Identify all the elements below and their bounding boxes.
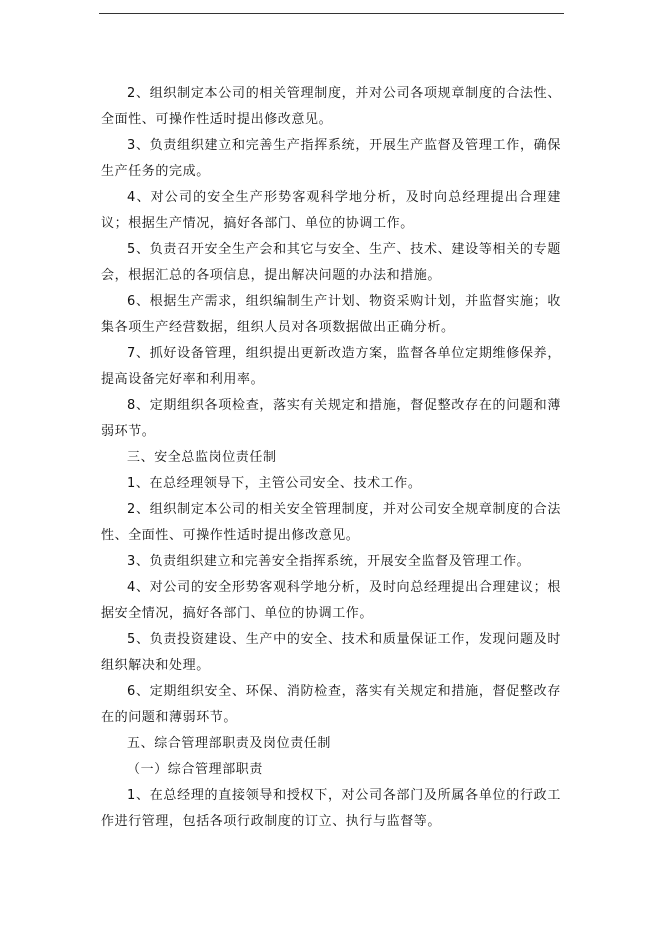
paragraph: 2、组织制定本公司的相关管理制度，并对公司各项规章制度的合法性、全面性、可操作性适时提出修改意见。 [101, 86, 561, 127]
header-rule [99, 13, 564, 14]
paragraph: 6、定期组织安全、环保、消防检查，落实有关规定和措施，督促整改存在的问题和薄弱环节。 [101, 684, 561, 725]
paragraph: 4、对公司的安全形势客观科学地分析，及时向总经理提出合理建议；根据安全情况，搞好各部门、单位的协调工作。 [101, 580, 561, 621]
paragraph: 3、负责组织建立和完善生产指挥系统，开展生产监督及管理工作，确保生产任务的完成。 [101, 138, 561, 179]
paragraph: 1、在总经理领导下，主管公司安全、技术工作。 [127, 476, 422, 491]
paragraph: 8、定期组织各项检查，落实有关规定和措施，督促整改存在的问题和薄弱环节。 [101, 398, 561, 439]
document-body [101, 81, 561, 835]
paragraph: 4、对公司的安全生产形势客观科学地分析，及时向总经理提出合理建议；根据生产情况，搞好各部门、单位的协调工作。 [101, 190, 561, 231]
paragraph: 3、负责组织建立和完善安全指挥系统，开展安全监督及管理工作。 [127, 554, 531, 569]
subsection-heading: （一）综合管理部职责 [127, 762, 264, 777]
section-heading: 三、安全总监岗位责任制 [127, 450, 277, 465]
paragraph: 5、负责召开安全生产会和其它与安全、生产、技术、建设等相关的专题会，根据汇总的各项信息，提出解决问题的办法和措施。 [101, 242, 561, 283]
paragraph: 5、负责投资建设、生产中的安全、技术和质量保证工作，发现问题及时组织解决和处理。 [101, 632, 561, 673]
paragraph: 1、在总经理的直接领导和授权下，对公司各部门及所属各单位的行政工作进行管理，包括各项行政制度的订立、执行与监督等。 [101, 788, 561, 829]
paragraph: 6、根据生产需求，组织编制生产计划、物资采购计划，并监督实施；收集各项生产经营数据，组织人员对各项数据做出正确分析。 [101, 294, 561, 335]
paragraph: 2、组织制定本公司的相关安全管理制度，并对公司安全规章制度的合法性、全面性、可操作性适时提出修改意见。 [101, 502, 561, 543]
section-heading: 五、综合管理部职责及岗位责任制 [127, 736, 332, 751]
paragraph: 7、抓好设备管理，组织提出更新改造方案，监督各单位定期维修保养，提高设备完好率和利用率。 [101, 346, 561, 387]
